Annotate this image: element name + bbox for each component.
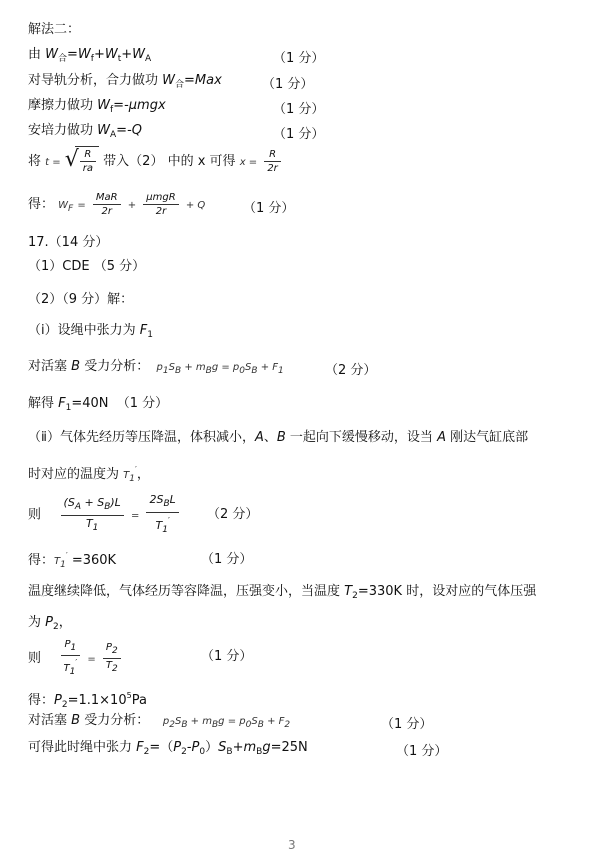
p2-result: 得：$P_2=1.1\times 10^5Pa$ <box>28 691 147 710</box>
part-2-heading: （2）（9 分）解： <box>28 292 134 307</box>
then-equation-2: 则 $\frac{P_1}{T_1'}$ = $\frac{P_2}{T_2}$ <box>28 638 124 679</box>
line-ampere-work: 安培力做功 $W_A=-Q$ <box>28 123 142 140</box>
piston-b-force-1: 对活塞 B 受力分析： $p_1S_B + m_Bg = p_0S_B + F_1$ <box>28 359 284 376</box>
page-number: 3 <box>288 838 296 852</box>
method2-title: 解法二： <box>28 22 81 37</box>
piston-b-force-2: 对活塞 B 受力分析： $p_2S_B + m_Bg = p_0S_B + F_2$ <box>28 713 291 730</box>
continue-line-2: 为 $P_2$， <box>28 615 72 632</box>
points-force-1: （2 分） <box>325 363 377 378</box>
points-line2: （1 分） <box>262 77 314 92</box>
continue-line: 温度继续降低，气体经历等容降温，压强变小，当温度 $T_2=330K$ 时，设对应的气体压强 <box>28 584 537 601</box>
tension-line: 可得此时绳中张力 $F_2=(P_2-P_0)S_B+m_Bg=25N$ <box>28 740 308 757</box>
t1-result: 得：$T_1' =360K$ <box>28 551 117 570</box>
question-17-heading: 17.（14 分） <box>28 235 109 250</box>
points-line3: （1 分） <box>273 102 325 117</box>
points-tension: （1 分） <box>396 744 448 759</box>
line-rail-work: 对导轨分析，合力做功 $W_合=Max$ <box>28 73 222 90</box>
points-t1: （1 分） <box>201 552 253 567</box>
step-ii-line-2: 时对应的温度为 $T_1'$， <box>28 465 150 484</box>
points-then-1: （2 分） <box>207 507 259 522</box>
line-friction-work: 摩擦力做功 $W_f=$-μmgx <box>28 98 166 115</box>
line-work-sum: 由 $W_合=W_f+W_t+W_A$ <box>28 47 152 64</box>
points-line1: （1 分） <box>273 51 325 66</box>
points-force-2: （1 分） <box>381 717 433 732</box>
part-1-answer: （1）CDE （5 分） <box>28 259 146 274</box>
line-substitute: 将 t = √ $\frac{R}{ra}$ 带入（2） 中的 x 可得 x = $\frac{R}{2r}$ <box>28 146 284 178</box>
sqrt-expression: √ $\frac{R}{ra}$ <box>65 146 99 177</box>
points-then-2: （1 分） <box>201 649 253 664</box>
f1-result: 解得 $F_1=40N$ （1 分） <box>28 396 169 413</box>
step-ii-line: （ⅱ）气体先经历等压降温，体积减小，A、B 一起向下缓慢移动，设当 A 刚达气缸底部 <box>28 430 529 445</box>
step-i-line: （ⅰ）设绳中张力为 $F_1$ <box>28 323 153 340</box>
then-equation-1: 则 $\frac{(S_A + S_B)L}{T_1}$ = $\frac{2S_BL}{T_1'}$ <box>28 492 182 538</box>
points-line6: （1 分） <box>243 201 295 216</box>
line-wf-result: 得： $W_F$ = $\frac{\text{MaR}}{2r}$ + $\frac{\text{μmgR}}{2r}$ + Q <box>28 192 206 217</box>
points-line4: （1 分） <box>273 127 325 142</box>
